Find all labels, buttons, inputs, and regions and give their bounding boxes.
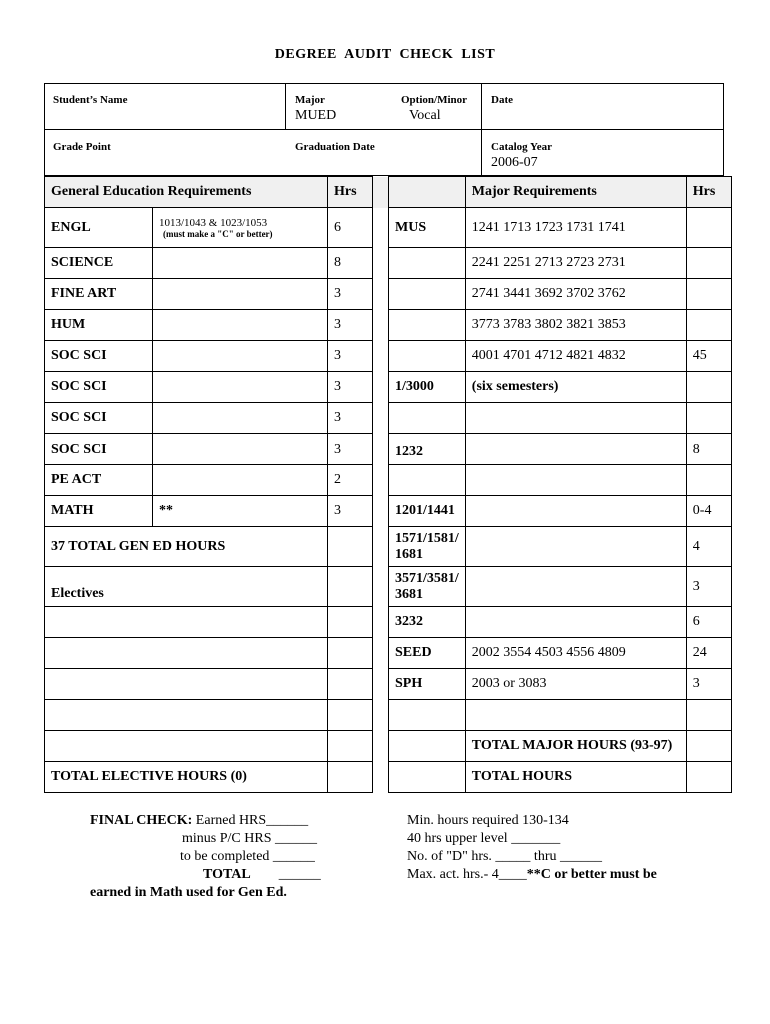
gen-ed-subject: SOC SCI xyxy=(45,341,153,372)
minus-pc-hrs: minus P/C HRS ______ xyxy=(182,831,317,846)
gen-ed-hrs: 2 xyxy=(328,465,373,496)
mus-courses: 4001 4701 4712 4821 4832 xyxy=(465,341,686,372)
major-hrs: 24 xyxy=(686,638,731,669)
gen-ed-subject: FINE ART xyxy=(45,279,153,310)
major-label: Major xyxy=(295,94,325,106)
gen-ed-courses: ** xyxy=(153,496,328,527)
major-hrs: 3 xyxy=(686,567,731,607)
min-hours: Min. hours required 130-134 xyxy=(407,813,569,828)
gen-ed-hrs: 3 xyxy=(328,341,373,372)
table-row xyxy=(45,762,732,793)
major-code: SEED xyxy=(389,638,466,669)
earned-hrs: Earned HRS______ xyxy=(192,813,309,828)
date-label: Date xyxy=(491,94,513,106)
c-or-better-note: **C or better must be xyxy=(526,867,657,882)
gen-ed-subject: HUM xyxy=(45,310,153,341)
student-name-label: Student’s Name xyxy=(53,94,128,106)
table-row xyxy=(45,248,732,279)
max-act-hrs: Max. act. hrs.- 4____ xyxy=(407,867,527,882)
table-row xyxy=(45,310,732,341)
table-row xyxy=(45,403,732,434)
major-hrs: 0-4 xyxy=(686,496,731,527)
divider xyxy=(45,129,723,130)
option-minor-label: Option/Minor xyxy=(401,94,468,106)
major-code-a: 1571/1581/ xyxy=(395,530,459,546)
major-code: 1201/1441 xyxy=(389,496,466,527)
table-row xyxy=(45,208,732,248)
gen-ed-hrs: 3 xyxy=(328,310,373,341)
table-row xyxy=(45,496,732,527)
major-hrs: 4 xyxy=(686,527,731,567)
gen-ed-subject: PE ACT xyxy=(45,465,153,496)
option-minor-value: Vocal xyxy=(409,108,441,123)
gen-ed-subject: MATH xyxy=(45,496,153,527)
major-code: SPH xyxy=(389,669,466,700)
math-note: earned in Math used for Gen Ed. xyxy=(90,885,287,900)
table-row xyxy=(45,434,732,465)
graduation-date-label: Graduation Date xyxy=(295,141,375,153)
total-hours: TOTAL HOURS xyxy=(465,762,686,793)
gen-ed-subject: SOC SCI xyxy=(45,372,153,403)
table-row xyxy=(45,279,732,310)
table-row xyxy=(45,638,732,669)
gen-ed-subject: SOC SCI xyxy=(45,434,153,465)
major-hrs: 6 xyxy=(686,607,731,638)
page-title: DEGREE AUDIT CHECK LIST xyxy=(274,47,496,62)
gen-ed-heading: General Education Requirements xyxy=(45,177,328,208)
gen-ed-hrs: 3 xyxy=(328,403,373,434)
final-check-block xyxy=(90,812,321,902)
table-row xyxy=(45,700,732,731)
sph-courses: 2003 or 3083 xyxy=(465,669,686,700)
mus-courses: 1241 1713 1723 1731 1741 xyxy=(465,208,686,248)
mus-courses: 2241 2251 2713 2723 2731 xyxy=(465,248,686,279)
gen-ed-subject: SCIENCE xyxy=(45,248,153,279)
major-desc: (six semesters) xyxy=(465,372,686,403)
major-code xyxy=(389,567,466,607)
gen-ed-hrs: 8 xyxy=(328,248,373,279)
final-check-line xyxy=(90,812,321,830)
table-row xyxy=(45,527,732,567)
gen-ed-hrs: 3 xyxy=(328,434,373,465)
major-code: 3232 xyxy=(389,607,466,638)
total-major-hours: TOTAL MAJOR HOURS (93-97) xyxy=(465,731,686,762)
major-hrs-heading: Hrs xyxy=(686,177,731,208)
major-code: 1232 xyxy=(389,434,466,465)
major-code-a: 3571/3581/ xyxy=(395,570,459,586)
table-row xyxy=(45,669,732,700)
gen-ed-hrs: 6 xyxy=(328,208,373,248)
major-hrs: 3 xyxy=(686,669,731,700)
gen-ed-hrs: 3 xyxy=(328,279,373,310)
gen-ed-subject: SOC SCI xyxy=(45,403,153,434)
final-check-label: FINAL CHECK: xyxy=(90,813,193,828)
total-gen-ed-hours: 37 TOTAL GEN ED HOURS xyxy=(45,527,328,567)
divider xyxy=(285,84,286,129)
student-info-header xyxy=(44,83,724,176)
table-header-row xyxy=(45,177,732,208)
gen-ed-courses xyxy=(153,208,328,248)
major-value: MUED xyxy=(295,108,337,123)
total-elective-hours: TOTAL ELECTIVE HOURS (0) xyxy=(45,762,328,793)
mus-hrs: 45 xyxy=(686,341,731,372)
table-row xyxy=(45,372,732,403)
major-code xyxy=(389,527,466,567)
table-row xyxy=(45,607,732,638)
seed-courses: 2002 3554 4503 4556 4809 xyxy=(465,638,686,669)
max-act-line xyxy=(407,866,657,884)
requirements-table xyxy=(44,176,732,793)
major-heading: Major Requirements xyxy=(465,177,686,208)
mus-label: MUS xyxy=(389,208,466,248)
gen-ed-hrs: 3 xyxy=(328,372,373,403)
gen-ed-subject: ENGL xyxy=(45,208,153,248)
requirements-notes xyxy=(407,812,657,884)
to-be-completed: to be completed ______ xyxy=(180,849,315,864)
electives-label: Electives xyxy=(45,567,328,607)
gen-ed-hrs: 3 xyxy=(328,496,373,527)
upper-level: 40 hrs upper level _______ xyxy=(407,831,561,846)
table-row xyxy=(45,341,732,372)
mus-courses: 2741 3441 3692 3702 3762 xyxy=(465,279,686,310)
engl-courses: 1013/1043 & 1023/1053 xyxy=(159,216,268,229)
major-hrs: 8 xyxy=(686,434,731,465)
major-code: 1/3000 xyxy=(389,372,466,403)
gen-ed-hrs-heading: Hrs xyxy=(328,177,373,208)
catalog-year-value: 2006-07 xyxy=(491,155,538,170)
d-hours: No. of "D" hrs. _____ thru ______ xyxy=(407,849,602,864)
table-row xyxy=(45,731,732,762)
divider xyxy=(481,84,482,175)
total-line xyxy=(90,866,321,884)
grade-point-label: Grade Point xyxy=(53,141,111,153)
table-row xyxy=(45,567,732,607)
table-row xyxy=(45,465,732,496)
engl-note: (must make a "C" or better) xyxy=(163,228,273,239)
catalog-year-label: Catalog Year xyxy=(491,141,552,153)
total-blank: ______ xyxy=(250,867,321,882)
major-code-b: 3681 xyxy=(395,586,423,602)
mus-courses: 3773 3783 3802 3821 3853 xyxy=(465,310,686,341)
total-label: TOTAL xyxy=(203,867,251,882)
major-code-b: 1681 xyxy=(395,546,423,562)
